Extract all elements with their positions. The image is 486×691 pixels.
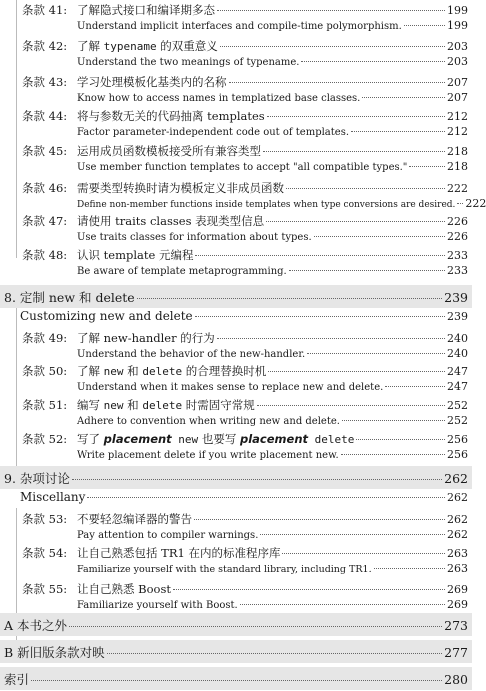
entry-en[interactable]: [77, 528, 468, 541]
item-label: 条款 44:: [22, 109, 68, 123]
page-number: 256: [447, 448, 468, 461]
entry-title-en: Know how to access names in templatized base classes.: [77, 93, 361, 104]
page-number: 218: [447, 145, 468, 158]
entry-title-en: Pay attention to compiler warnings.: [77, 530, 259, 541]
page-number: 263: [447, 562, 468, 575]
page-number: 233: [447, 264, 468, 277]
entry-title-en: Be aware of template metaprogramming.: [77, 266, 287, 277]
index-heading[interactable]: [4, 670, 468, 688]
page-number: 199: [447, 19, 468, 32]
entry-title-en: Factor parameter-independent code out of templates.: [77, 127, 350, 138]
entry-title-zh: 时需固守常规: [182, 398, 255, 412]
entry-title-zh: 了解: [77, 39, 104, 53]
item-label: 条款 54:: [22, 546, 68, 560]
page-number: 273: [444, 618, 468, 633]
page-number: 212: [447, 110, 468, 123]
entry-title-en: Familiarize yourself with the standard library, including TR1.: [77, 564, 372, 575]
page-number: 252: [447, 399, 468, 412]
entry-title-en: Define non-member functions inside templates when type conversions are desired.: [77, 200, 456, 210]
entry-en[interactable]: [77, 197, 486, 210]
entry-title-zh: 的双重意义: [156, 39, 218, 53]
entry-title-zh: 了解隐式接口和编译期多态: [77, 3, 215, 17]
page-number: 269: [447, 598, 468, 611]
page-number: 222: [465, 197, 486, 210]
chapter-subtitle: Miscellany: [20, 490, 86, 504]
page-number: 199: [447, 4, 468, 17]
entry-zh[interactable]: [77, 74, 468, 90]
page-number: 218: [447, 160, 468, 173]
page-number: 207: [447, 91, 468, 104]
page-number: 269: [447, 583, 468, 596]
page-number: 240: [447, 347, 468, 360]
page-number: 203: [447, 55, 468, 68]
appendix-title: B 新旧版条款对映: [4, 645, 105, 660]
chapter-9-heading[interactable]: [4, 469, 468, 487]
entry-title-zh: 需要类型转换时请为模板定义非成员函数: [77, 181, 284, 195]
item-label: 条款 55:: [22, 582, 68, 596]
entry-zh[interactable]: [77, 213, 468, 229]
item-label: 条款 46:: [22, 181, 68, 195]
item-label: 条款 48:: [22, 248, 68, 262]
code-keyword: delete: [142, 365, 183, 378]
page-number: 226: [447, 230, 468, 243]
code-keyword: delete: [142, 399, 183, 412]
item-label: 条款 43:: [22, 75, 68, 89]
entry-title-en: Familiarize yourself with Boost.: [77, 600, 238, 611]
page-number: 262: [447, 513, 468, 526]
emphasis-term: placement: [240, 432, 309, 446]
page-number: 262: [447, 528, 468, 541]
appendix-b-heading[interactable]: [4, 643, 468, 661]
entry-en[interactable]: [77, 264, 468, 277]
chapter-subtitle: Customizing new and delete: [20, 309, 193, 323]
entry-zh[interactable]: [77, 397, 468, 413]
chapter-9-subtitle[interactable]: [20, 490, 468, 504]
emphasis-term: placement: [103, 432, 172, 446]
entry-title-en: Use member function templates to accept "all compatible types.": [77, 162, 408, 173]
page-number: 247: [447, 380, 468, 393]
left-rule: [16, 0, 17, 258]
entry-title-en: Use traits classes for information about types.: [77, 232, 312, 243]
entry-title-en: Understand when it makes sense to replace new and delete.: [77, 382, 384, 393]
page-number: 203: [447, 40, 468, 53]
item-label: 条款 53:: [22, 512, 68, 526]
entry-title-zh: 和: [123, 364, 143, 378]
page-number: 277: [444, 645, 468, 660]
page-number: 212: [447, 125, 468, 138]
chapter-8-subtitle[interactable]: [20, 309, 468, 323]
entry-en[interactable]: [77, 19, 468, 32]
code-keyword: new: [103, 399, 124, 412]
item-label: 条款 42:: [22, 39, 68, 53]
entry-title-zh: 让自己熟悉包括 TR1 在内的标准程序库: [77, 546, 281, 560]
entry-zh[interactable]: [77, 2, 468, 18]
entry-title-zh: 运用成员函数模板接受所有兼容类型: [77, 144, 261, 158]
entry-en[interactable]: [77, 230, 468, 243]
entry-title-zh: 学习处理模板化基类内的名称: [77, 75, 227, 89]
entry-en[interactable]: [77, 91, 468, 104]
entry-zh[interactable]: [77, 581, 468, 597]
entry-zh[interactable]: [77, 363, 468, 379]
item-label: 条款 51:: [22, 398, 68, 412]
index-title: 索引: [4, 672, 30, 687]
page-number: 262: [444, 471, 468, 486]
code-keyword: new: [103, 365, 124, 378]
page-number: 262: [447, 491, 468, 504]
item-label: 条款 50:: [22, 364, 68, 378]
entry-en[interactable]: [77, 347, 468, 360]
entry-title-zh: 了解: [77, 364, 104, 378]
page-number: 240: [447, 332, 468, 345]
page-number: 207: [447, 76, 468, 89]
chapter-8-heading[interactable]: [4, 288, 468, 306]
chapter-title: 9. 杂项讨论: [4, 471, 70, 486]
appendix-a-heading[interactable]: [4, 616, 468, 634]
entry-en[interactable]: [77, 562, 468, 575]
appendix-title: A 本书之外: [4, 618, 68, 633]
entry-en[interactable]: [77, 414, 468, 427]
entry-zh[interactable]: [77, 330, 468, 346]
code-keyword: delete: [308, 433, 355, 446]
entry-en[interactable]: [77, 55, 468, 68]
item-label: 条款 45:: [22, 144, 68, 158]
page-number: 263: [447, 547, 468, 560]
entry-zh[interactable]: [77, 545, 468, 561]
page-number: 222: [447, 182, 468, 195]
code-keyword: new: [171, 433, 199, 446]
entry-zh[interactable]: [77, 180, 468, 196]
entry-en[interactable]: [77, 448, 468, 461]
entry-title-en: Understand implicit interfaces and compile-time polymorphism.: [77, 21, 402, 32]
entry-title-zh: 请使用 traits classes 表现类型信息: [77, 214, 265, 228]
entry-zh[interactable]: [77, 108, 468, 124]
entry-title-zh: 让自己熟悉 Boost: [77, 582, 171, 596]
entry-en[interactable]: [77, 380, 468, 393]
page-number: 247: [447, 365, 468, 378]
entry-en[interactable]: [77, 125, 468, 138]
item-label: 条款 47:: [22, 214, 68, 228]
code-keyword: typename: [103, 40, 157, 53]
item-label: 条款 52:: [22, 432, 68, 446]
entry-title-zh: 将与参数无关的代码抽离 templates: [77, 109, 265, 123]
entry-title-en: Understand the behavior of the new-handler.: [77, 349, 306, 360]
chapter-title: 8. 定制 new 和 delete: [4, 290, 135, 305]
entry-title-zh: 编写: [77, 398, 104, 412]
entry-title-en: Understand the two meanings of typename.: [77, 57, 300, 68]
entry-title-zh: 了解 new-handler 的行为: [77, 331, 215, 345]
page-number: 233: [447, 249, 468, 262]
entry-en[interactable]: [77, 598, 468, 611]
page-number: 280: [444, 672, 468, 687]
entry-title-en: Write placement delete if you write placement new.: [77, 450, 339, 461]
entry-zh[interactable]: [77, 247, 468, 263]
item-label: 条款 49:: [22, 331, 68, 345]
entry-title-zh: 和: [123, 398, 143, 412]
page-number: 239: [447, 310, 468, 323]
entry-title-zh: 的合理替换时机: [182, 364, 267, 378]
entry-title-zh: 写了: [77, 432, 104, 446]
entry-zh[interactable]: [77, 431, 468, 447]
item-label: 条款 41:: [22, 3, 68, 17]
entry-zh[interactable]: [77, 511, 468, 527]
page-number: 226: [447, 215, 468, 228]
entry-title-en: Adhere to convention when writing new and delete.: [77, 416, 340, 427]
entry-title-zh: 认识 template 元编程: [77, 248, 194, 262]
entry-en[interactable]: [77, 160, 468, 173]
entry-title-zh: 也要写: [198, 432, 240, 446]
page-number: 256: [447, 433, 468, 446]
entry-zh[interactable]: [77, 38, 468, 54]
page-number: 239: [444, 290, 468, 305]
entry-title-zh: 不要轻忽编译器的警告: [77, 512, 192, 526]
page-number: 252: [447, 414, 468, 427]
left-rule: [16, 300, 17, 470]
entry-zh[interactable]: [77, 143, 468, 159]
